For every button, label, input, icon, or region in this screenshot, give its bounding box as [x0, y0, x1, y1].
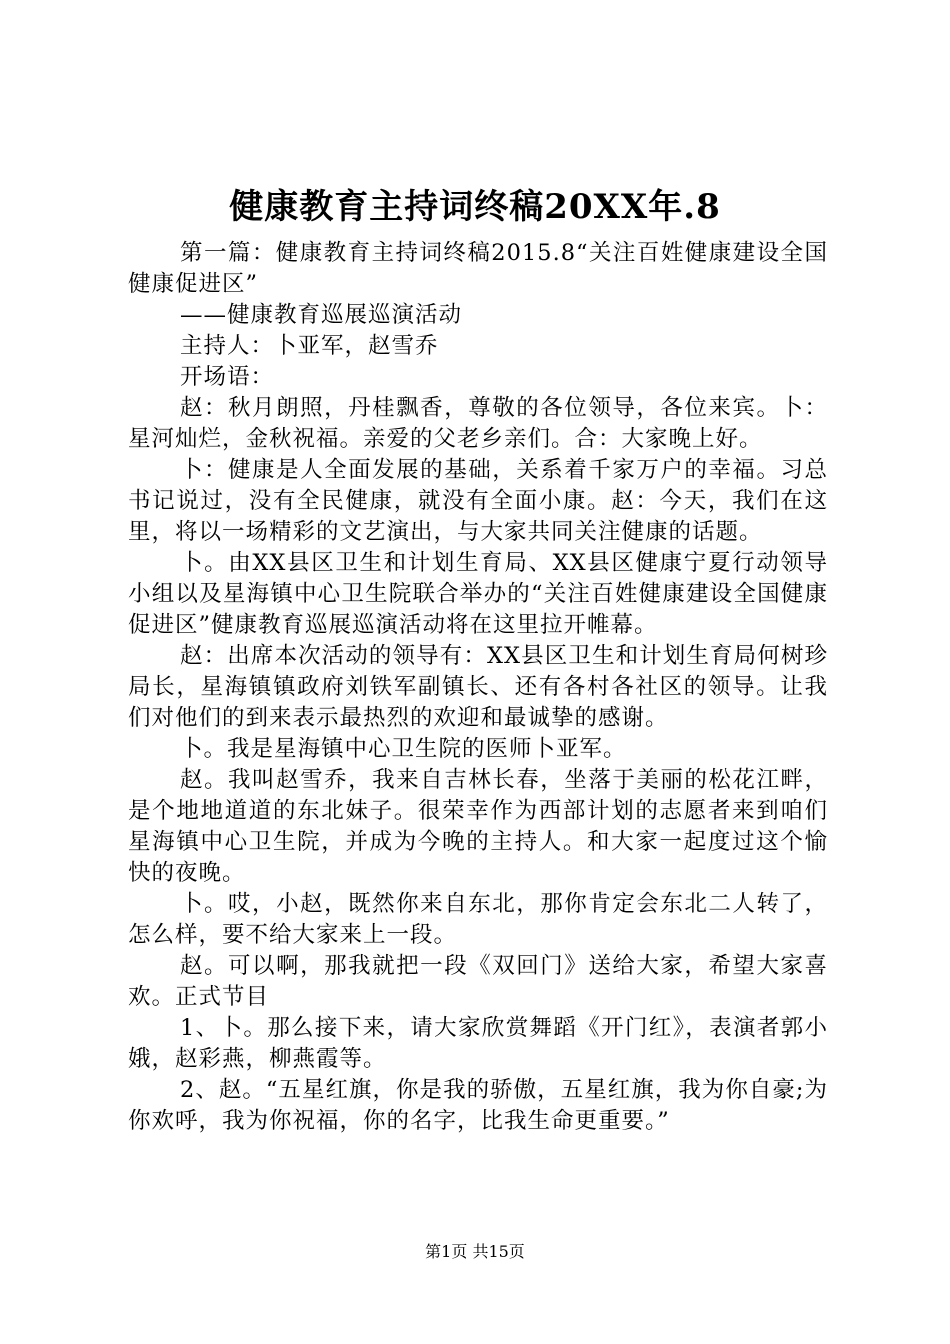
- paragraph: 卜：健康是人全面发展的基础，关系着千家万户的幸福。习总书记说过，没有全民健康，就没有全面小康。赵：今天，我们在这里，将以一场精彩的文艺演出，与大家共同关注健康的话题。: [128, 457, 828, 545]
- paragraph: 卜。由XX县区卫生和计划生育局、XX县区健康宁夏行动领导小组以及星海镇中心卫生院联合举办的“关注百姓健康建设全国健康促进区”健康教育巡展巡演活动将在这里拉开帷幕。: [128, 550, 828, 638]
- paragraph: 1、卜。那么接下来，请大家欣赏舞蹈《开门红》，表演者郭小娥，赵彩燕，柳燕霞等。: [128, 1015, 828, 1072]
- paragraph: 赵。可以啊，那我就把一段《双回门》送给大家，希望大家喜欢。正式节目: [128, 953, 828, 1010]
- paragraph: 开场语：: [180, 364, 275, 390]
- paragraph: 卜。哎，小赵，既然你来自东北，那你肯定会东北二人转了，怎么样，要不给大家来上一段。: [128, 891, 828, 948]
- document-body: [128, 238, 828, 1137]
- paragraph: 卜。我是星海镇中心卫生院的医师卜亚军。: [180, 736, 627, 762]
- document-title: 健康教育主持词终稿20XX年.8: [229, 187, 721, 227]
- paragraph: 2、赵。“五星红旗，你是我的骄傲，五星红旗，我为你自豪;为你欢呼，我为你祝福，你的名字，比我生命更重要。”: [128, 1077, 828, 1134]
- paragraph: 赵：出席本次活动的领导有：XX县区卫生和计划生育局何树珍局长，星海镇镇政府刘铁军副镇长、还有各村各社区的领导。让我们对他们的到来表示最热烈的欢迎和最诚挚的感谢。: [128, 643, 828, 731]
- paragraph: 赵：秋月朗照，丹桂飘香，尊敬的各位领导，各位来宾。卜：星河灿烂，金秋祝福。亲爱的父老乡亲们。合：大家晚上好。: [128, 395, 828, 452]
- paragraph: 第一篇：健康教育主持词终稿2015.8“关注百姓健康建设全国健康促进区”: [128, 240, 828, 297]
- paragraph: ——健康教育巡展巡演活动: [180, 302, 463, 328]
- paragraph: 赵。我叫赵雪乔，我来自吉林长春，坐落于美丽的松花江畔，是个地地道道的东北妹子。很荣幸作为西部计划的志愿者来到咱们星海镇中心卫生院，并成为今晚的主持人。和大家一起度过这个愉快的夜晚。: [128, 767, 828, 886]
- paragraph: 主持人：卜亚军，赵雪乔: [180, 333, 439, 359]
- page-footer: 第1页 共15页: [425, 1242, 525, 1261]
